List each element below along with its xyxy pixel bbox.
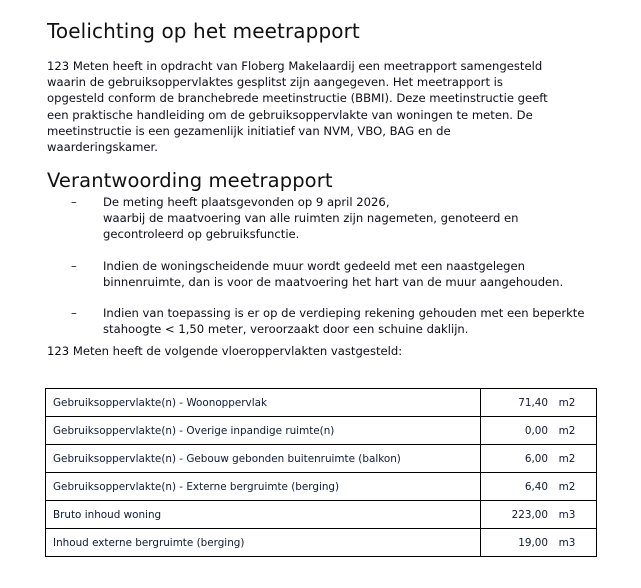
value-unit-wrap [481, 509, 596, 521]
measurements-table [45, 388, 597, 557]
table-cell-unit: m2 [558, 424, 576, 437]
value-unit-wrap [481, 397, 596, 409]
table-cell-number: 6,00 [524, 452, 548, 465]
value-unit-wrap [481, 537, 596, 549]
dash-bullet-icon: – [71, 195, 77, 209]
measurements-table-body [46, 389, 597, 557]
table-cell-value [481, 501, 597, 529]
table-cell-number: 223,00 [511, 508, 548, 521]
value-unit-wrap [481, 481, 596, 493]
intro-line-3: conform de branchebrede meetinstructie (BBMI). Deze meetinstructie geeft een praktische [47, 91, 548, 122]
table-cell-number: 6,40 [524, 480, 548, 493]
table-cell-unit: m2 [558, 480, 576, 493]
intro-line-2: waarin de gebruiksoppervlaktes gesplitst zijn aangegeven. Het meetrapport is opgesteld [47, 75, 503, 106]
table-cell-value [481, 417, 597, 445]
list-item [47, 194, 587, 243]
table-cell-unit: m2 [558, 396, 576, 409]
table-cell-value [481, 389, 597, 417]
list-item-line: waarbij de maatvoering van alle ruimten zijn nagemeten, genoteerd en [103, 211, 519, 226]
table-cell-label: Bruto inhoud woning [46, 501, 481, 529]
table-row [46, 473, 597, 501]
bullet-list [47, 194, 587, 352]
list-item-line: Indien van toepassing is er op de verdieping rekening gehouden met een beperkte [103, 306, 585, 321]
list-item [47, 305, 587, 337]
intro-line-5: is een gezamenlijk initiatief van NVM, VBO, BAG en de waarderingskamer. [47, 123, 451, 155]
table-row [46, 529, 597, 557]
value-unit-wrap [481, 453, 596, 465]
table-cell-number: 71,40 [518, 396, 548, 409]
table-row [46, 445, 597, 473]
list-item-line: gecontroleerd op gebruiksfunctie. [103, 227, 300, 242]
section-title-verantwoording: Verantwoording meetrapport [47, 169, 333, 193]
dash-bullet-icon: – [71, 306, 77, 321]
table-cell-label: Gebruiksoppervlakte(n) - Woonoppervlak [46, 389, 481, 417]
table-cell-label: Inhoud externe bergruimte (berging) [46, 529, 481, 557]
intro-line-4: handleiding om de gebruiksoppervlakte van woningen te meten. De meetinstructie [47, 107, 533, 138]
table-row [46, 501, 597, 529]
list-item-line: De meting heeft plaatsgevonden op 9 april 2026, [103, 195, 390, 209]
table-cell-value [481, 529, 597, 557]
value-unit-wrap [481, 425, 596, 437]
intro-paragraph [47, 58, 557, 155]
table-cell-label: Gebruiksoppervlakte(n) - Overige inpandige ruimte(n) [46, 417, 481, 445]
table-cell-label: Gebruiksoppervlakte(n) - Gebouw gebonden buitenruimte (balkon) [46, 445, 481, 473]
table-lead-text: 123 Meten heeft de volgende vloeroppervlakten vastgesteld: [47, 344, 403, 358]
page-title: Toelichting op het meetrapport [47, 19, 360, 44]
dash-bullet-icon: – [71, 258, 77, 273]
list-item [47, 258, 587, 290]
table-cell-value [481, 473, 597, 501]
table-cell-unit: m3 [558, 536, 576, 549]
list-item-line: Indien de woningscheidende muur wordt gedeeld met een naastgelegen [103, 258, 526, 273]
table-cell-unit: m3 [558, 508, 576, 521]
table-cell-label: Gebruiksoppervlakte(n) - Externe bergruimte (berging) [46, 473, 481, 501]
table-cell-unit: m2 [558, 452, 576, 465]
table-cell-number: 19,00 [518, 536, 548, 549]
table-row [46, 417, 597, 445]
table-cell-number: 0,00 [524, 424, 548, 437]
intro-line-1: 123 Meten heeft in opdracht van Floberg Makelaardij een meetrapport samengesteld [47, 59, 543, 73]
table-row [46, 389, 597, 417]
table-cell-value [481, 445, 597, 473]
list-item-line: binnenruimte, dan is voor de maatvoering het hart van de muur aangehouden. [103, 274, 564, 289]
list-item-line: stahoogte < 1,50 meter, veroorzaakt door een schuine daklijn. [103, 322, 469, 337]
